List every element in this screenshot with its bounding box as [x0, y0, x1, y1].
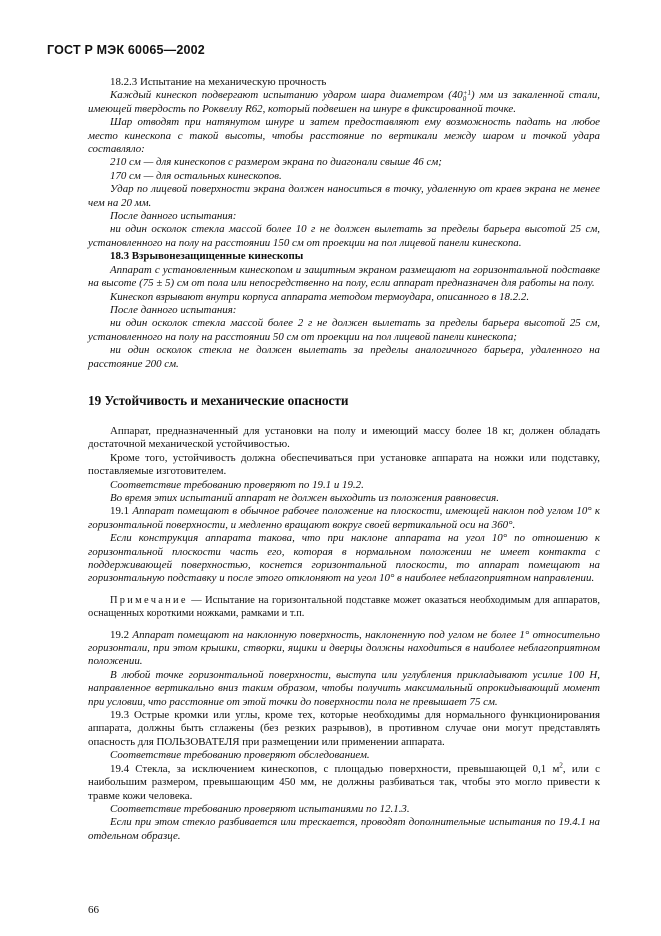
section-18-3-title: 18.3 Взрывонезащищенные кинескопы	[110, 250, 304, 263]
tolerance-sub: 0	[462, 94, 467, 103]
paragraph: После данного испытания:	[110, 303, 237, 316]
clause-number: 19.1	[110, 505, 130, 518]
section-19-title: 19 Устойчивость и механические опасности	[88, 392, 349, 408]
note-label: Примечание	[110, 594, 188, 606]
paragraph: Кинескоп взрывают внутри корпуса аппарата методом термоудара, описанного в 18.2.2.	[110, 290, 530, 303]
note: Примечание — Испытание на горизонтальной подставке может оказаться необходимым для аппаратов, оснащенных короткими ножками, рамками и т.п.	[88, 594, 600, 620]
paragraph: Во время этих испытаний аппарат не должен выходить из положения равновесия.	[110, 491, 499, 504]
tolerance-sup: +1	[462, 88, 471, 97]
paragraph: Соответствие требованию проверяют обследованием.	[110, 749, 370, 762]
paragraph: Если при этом стекло разбивается или трескается, проводят дополнительные испытания по 19.4.1 на отдельном образце.	[88, 816, 600, 842]
paragraph: Аппарат с установленным кинескопом и защитным экраном размещают на горизонтальной подставке на высоте (75 ± 5) см от пола или непосредственно на полу, если аппарат предназначен для работы на полу.	[88, 263, 600, 290]
clause-number: 19.2	[110, 628, 130, 641]
paragraph: Удар по лицевой поверхности экрана должен наноситься в точку, удаленную от краев экрана не менее чем на 20 мм.	[88, 183, 600, 209]
page-number: 66	[88, 904, 99, 916]
paragraph: Кроме того, устойчивость должна обеспечиваться при установке аппарата на ножки или подставку, поставляемые изготовителем.	[88, 451, 600, 478]
paragraph: Шар отводят при натянутом шнуре и затем предоставляют ему возможность падать на любое место кинескопа с такой высоты, чтобы расстояние по вертикали между шаром и точкой удара составляло:	[88, 116, 600, 156]
paragraph: Аппарат, предназначенный для установки на полу и имеющий массу более 18 кг, должен обладать достаточной механической устойчивостью.	[88, 424, 600, 451]
superscript: 2	[559, 761, 563, 770]
paragraph: Соответствие требованию проверяют испытаниями по 12.1.3.	[110, 802, 410, 815]
paragraph: 170 см — для остальных кинескопов.	[110, 169, 282, 182]
paragraph: 19.4 Стекла, за исключением кинескопов, с площадью поверхности, превышающей 0,1 $м^2$, или с наибольшим размером, превышающим 450 мм, не должны разбиваться так, чтобы это могло привести к травме кожи человека.	[88, 761, 601, 802]
paragraph: Соответствие требованию проверяют по 19.1 и 19.2.	[110, 478, 364, 491]
paragraph: После данного испытания:	[110, 210, 237, 223]
paragraph: В любой точке горизонтальной поверхности, выступа или углубления прикладывают усилие 100 Н, направленное вертикально вниз таким образом, чтобы получить максимальный опрокидывающий момент при условии, что расстояние от этой точки до поверхности пола не превышает 75 см.	[88, 668, 600, 708]
paragraph: ни один осколок стекла массой более 10 г не должен вылетать за пределы барьера высотой 25 см, установленного на полу на расстоянии 150 см от проекции на пол лицевой панели кинескопа.	[88, 223, 600, 249]
document-body	[88, 76, 600, 843]
document-code: ГОСТ Р МЭК 60065—2002	[47, 43, 205, 57]
section-18-2-3-title: 18.2.3 Испытание на механическую прочность	[110, 76, 327, 88]
paragraph: 19.3 Острые кромки или углы, кроме тех, которые необходимы для нормального функционирования аппарата, должны быть сглажены (без резких разрывов), в противном случае они могут представлять опасность для ПОЛЬЗОВАТЕЛЯ при размещении или применении аппарата.	[88, 709, 600, 748]
paragraph: 19.1 Аппарат помещают в обычное рабочее положение на плоскости, имеющей наклон под углом 10° к горизонтальной поверхности, и медленно вращают вокруг своей вертикальной оси на 360°.	[88, 505, 600, 531]
paragraph: 210 см — для кинескопов с размером экрана по диагонали свыше 46 см;	[110, 156, 442, 169]
paragraph: 19.2 Аппарат помещают на наклонную поверхность, наклоненную под углом не более 1° относительно горизонтали, при этом крышки, створки, ящики и дверцы должны находиться в наиболее неблагоприятном положении.	[88, 628, 600, 668]
paragraph: Каждый кинескоп подвергают испытанию ударом шара диаметром (40+1 0 ) мм из закаленной стали, имеющей твердость по Роквеллу R62, который подвешен на шнуре в фиксированной точке.	[88, 88, 601, 115]
paragraph: ни один осколок стекла массой более 2 г не должен вылетать за пределы барьера высотой 25 см, установленного на полу на расстоянии 50 см от проекции на пол лицевой панели кинескопа;	[88, 317, 600, 343]
paragraph: ни один осколок стекла не должен вылетать за пределы аналогичного барьера, удаленного на расстояние 200 см.	[88, 344, 600, 370]
paragraph: Если конструкция аппарата такова, что при наклоне аппарата на угол 10° по отношению к горизонтальной плоскости часть его, которая в нормальном положении не имеет контакта с поддерживающей поверхностью, коснется горизонтальной плоскости, то аппарат помещают на горизонтальную подставку и после этого отклоняют на угол 10° в наиболее неблагоприятном направлении.	[88, 532, 600, 585]
